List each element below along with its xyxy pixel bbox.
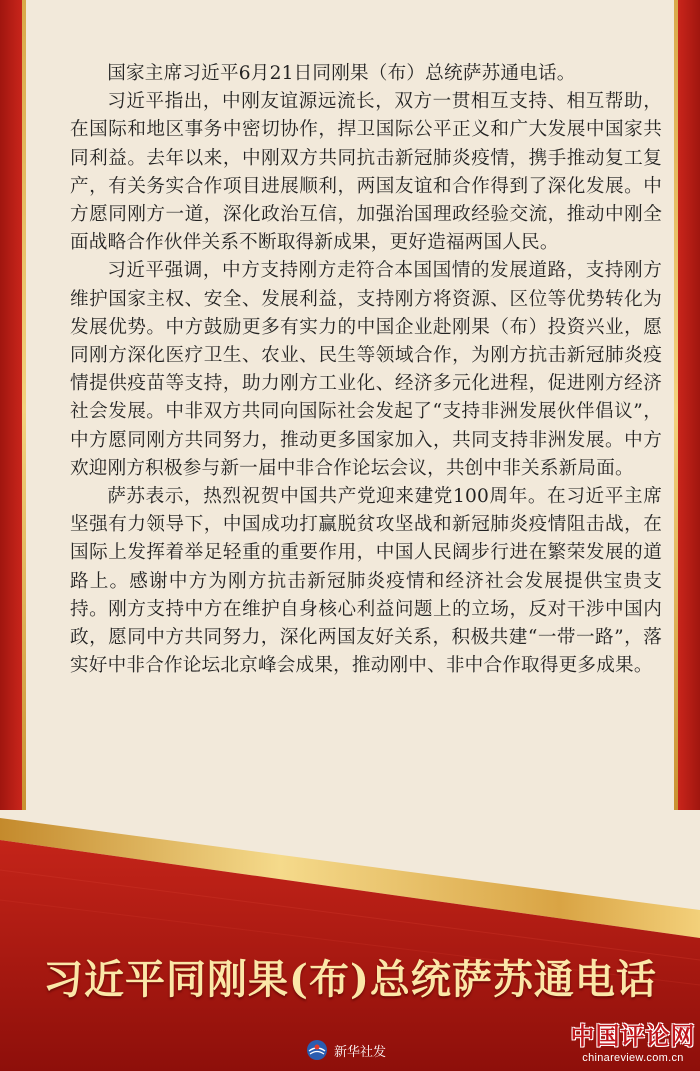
article-paragraph-1: 国家主席习近平6月21日同刚果（布）总统萨苏通电话。 [107,63,576,84]
left-red-border [0,0,22,820]
site-watermark [566,1016,700,1071]
agency-name: 新华社发 [334,1043,387,1059]
article-paragraph-2: 习近平指出，中刚友谊源远流长，双方一贯相互支持、相互帮助，在国际和地区事务中密切协作，捍卫国际公平正义和广大发展中国家共同利益。去年以来，中刚双方共同抗击新冠肺炎疫情，携手推动复工复产，有关务实合作项目进展顺利，两国友谊和合作得到了深化发展。中方愿同刚方一道，深化政治互信，加强治国理政经验交流，推动中刚全面战略合作伙伴关系不断取得新成果，更好造福两国人民。 [70,91,662,254]
watermark-url: chinareview.com.cn [582,1052,684,1064]
article-paragraph-3: 习近平强调，中方支持刚方走符合本国国情的发展道路，支持刚方维护国家主权、安全、发展利益，支持刚方将资源、区位等优势转化为发展优势。中方鼓励更多有实力的中国企业赴刚果（布）投资兴业，愿同刚方深化医疗卫生、农业、民生等领域合作，为刚方抗击新冠肺炎疫情提供疫苗等支持，助力刚方工业化、经济多元化进程，促进刚方经济社会发展。中非双方共同向国际社会发起了“支持非洲发展伙伴倡议”，中方愿同刚方共同努力，推动更多国家加入，共同支持非洲发展。中方欢迎刚方积极参与新一届中非合作论坛会议，共创中非关系新局面。 [70,260,662,479]
right-red-border [678,0,700,820]
right-gold-trim [674,0,678,820]
article-paragraph-4: 萨苏表示，热烈祝贺中国共产党迎来建党100周年。在习近平主席坚强有力领导下，中国成功打赢脱贫攻坚战和新冠肺炎疫情阻击战，在国际上发挥着举足轻重的重要作用，中国人民阔步行进在繁荣发展的道路上。感谢中方为刚方抗击新冠肺炎疫情和经济社会发展提供宝贵支持。刚方支持中方在维护自身核心利益问题上的立场，反对干涉中国内政，愿同中方共同努力，深化两国友好关系，积极共建“一带一路”，落实好中非合作论坛北京峰会成果，推动刚中、非中合作取得更多成果。 [70,486,662,677]
article-body [70,60,662,680]
xinhua-globe-icon [306,1039,328,1061]
headline: 习近平同刚果(布)总统萨苏通电话 [43,956,657,1003]
watermark-name: 中国评论网 [570,1023,696,1050]
agency-credit [306,1038,386,1062]
